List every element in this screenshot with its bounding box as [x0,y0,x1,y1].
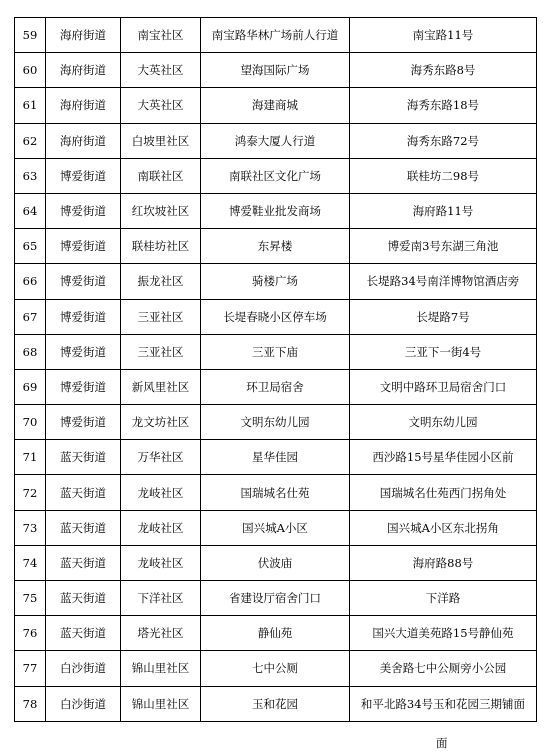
row-number: 70 [15,405,46,440]
community-cell: 龙岐社区 [121,475,201,510]
street-cell: 博爱街道 [46,299,121,334]
community-cell: 锦山里社区 [121,686,201,721]
table-row [15,510,537,545]
place-cell: 星华佳园 [201,440,350,475]
community-cell: 大英社区 [121,88,201,123]
row-number: 72 [15,475,46,510]
address-cell: 下洋路 [350,581,537,616]
street-cell: 蓝天街道 [46,440,121,475]
community-cell: 锦山里社区 [121,651,201,686]
address-cell: 海秀东路72号 [350,123,537,158]
table-row [15,440,537,475]
address-cell: 三亚下一街4号 [350,334,537,369]
row-number: 71 [15,440,46,475]
address-cell: 海府路88号 [350,545,537,580]
table-row [15,334,537,369]
table-row [15,53,537,88]
place-cell: 海建商城 [201,88,350,123]
community-cell: 红坎坡社区 [121,193,201,228]
street-cell: 海府街道 [46,123,121,158]
address-cell: 博爱南3号东湖三角池 [350,229,537,264]
table-row [15,581,537,616]
place-cell: 鸿泰大厦人行道 [201,123,350,158]
place-cell: 博爱鞋业批发商场 [201,193,350,228]
street-cell: 蓝天街道 [46,616,121,651]
table-row [15,264,537,299]
row-number: 66 [15,264,46,299]
place-cell: 国瑞城名仕苑 [201,475,350,510]
table-row [15,193,537,228]
place-cell: 静仙苑 [201,616,350,651]
community-cell: 万华社区 [121,440,201,475]
street-cell: 博爱街道 [46,334,121,369]
community-cell: 下洋社区 [121,581,201,616]
place-cell: 南宝路华林广场前人行道 [201,18,350,53]
street-cell: 博爱街道 [46,405,121,440]
address-cell: 国兴城A小区东北拐角 [350,510,537,545]
table-row [15,405,537,440]
community-cell: 龙文坊社区 [121,405,201,440]
table-row [15,229,537,264]
address-cell: 文明中路环卫局宿舍门口 [350,369,537,404]
row-number: 76 [15,616,46,651]
community-cell: 振龙社区 [121,264,201,299]
table-row [15,369,537,404]
street-cell: 博爱街道 [46,158,121,193]
street-cell: 蓝天街道 [46,581,121,616]
row-number: 65 [15,229,46,264]
place-cell: 省建设厅宿舍门口 [201,581,350,616]
address-cell: 海秀东路8号 [350,53,537,88]
table-row [15,158,537,193]
place-cell: 骑楼广场 [201,264,350,299]
row-number: 60 [15,53,46,88]
place-cell: 国兴城A小区 [201,510,350,545]
street-cell: 蓝天街道 [46,545,121,580]
address-cell: 长堤路7号 [350,299,537,334]
street-cell: 白沙街道 [46,651,121,686]
community-cell: 白坡里社区 [121,123,201,158]
community-cell: 塔光社区 [121,616,201,651]
address-cell: 国兴大道美苑路15号静仙苑 [350,616,537,651]
street-cell: 博爱街道 [46,229,121,264]
address-cell: 国瑞城名仕苑西门拐角处 [350,475,537,510]
street-cell: 海府街道 [46,18,121,53]
row-number: 68 [15,334,46,369]
street-cell: 海府街道 [46,88,121,123]
table-row [15,475,537,510]
address-cell: 和平北路34号玉和花园三期铺面 [350,686,537,721]
table-row [15,651,537,686]
address-cell: 海秀东路18号 [350,88,537,123]
row-number: 63 [15,158,46,193]
row-number: 59 [15,18,46,53]
street-cell: 海府街道 [46,53,121,88]
community-cell: 三亚社区 [121,299,201,334]
address-cell: 长堤路34号南洋博物馆酒店旁 [350,264,537,299]
row-number: 69 [15,369,46,404]
row-number: 78 [15,686,46,721]
community-cell: 龙岐社区 [121,545,201,580]
place-cell: 玉和花园 [201,686,350,721]
community-cell: 三亚社区 [121,334,201,369]
table-row [15,545,537,580]
street-cell: 蓝天街道 [46,475,121,510]
row-number: 75 [15,581,46,616]
table-row [15,616,537,651]
place-cell: 南联社区文化广场 [201,158,350,193]
place-cell: 三亚下庙 [201,334,350,369]
community-cell: 南宝社区 [121,18,201,53]
address-cell: 海府路11号 [350,193,537,228]
row-number: 64 [15,193,46,228]
row-number: 73 [15,510,46,545]
row-number: 61 [15,88,46,123]
community-cell: 南联社区 [121,158,201,193]
row-78-address-overflow: 面 [436,736,448,750]
address-cell: 南宝路11号 [350,18,537,53]
street-cell: 博爱街道 [46,264,121,299]
community-cell: 联桂坊社区 [121,229,201,264]
address-cell: 西沙路15号星华佳园小区前 [350,440,537,475]
row-number: 74 [15,545,46,580]
row-number: 67 [15,299,46,334]
table-row [15,123,537,158]
place-cell: 长堤春晓小区停车场 [201,299,350,334]
place-cell: 望海国际广场 [201,53,350,88]
address-cell: 文明东幼儿园 [350,405,537,440]
table-row [15,299,537,334]
table-row [15,88,537,123]
place-cell: 环卫局宿舍 [201,369,350,404]
community-cell: 龙岐社区 [121,510,201,545]
street-cell: 蓝天街道 [46,510,121,545]
street-cell: 博爱街道 [46,369,121,404]
street-cell: 博爱街道 [46,193,121,228]
table-row [15,686,537,721]
row-number: 62 [15,123,46,158]
street-cell: 白沙街道 [46,686,121,721]
place-cell: 东昇楼 [201,229,350,264]
place-cell: 文明东幼儿园 [201,405,350,440]
place-cell: 七中公厕 [201,651,350,686]
address-cell: 联桂坊二98号 [350,158,537,193]
row-number: 77 [15,651,46,686]
data-table [14,17,537,722]
address-cell: 美舍路七中公厕旁小公园 [350,651,537,686]
community-cell: 大英社区 [121,53,201,88]
table-row [15,18,537,53]
place-cell: 伏波庙 [201,545,350,580]
community-cell: 新风里社区 [121,369,201,404]
